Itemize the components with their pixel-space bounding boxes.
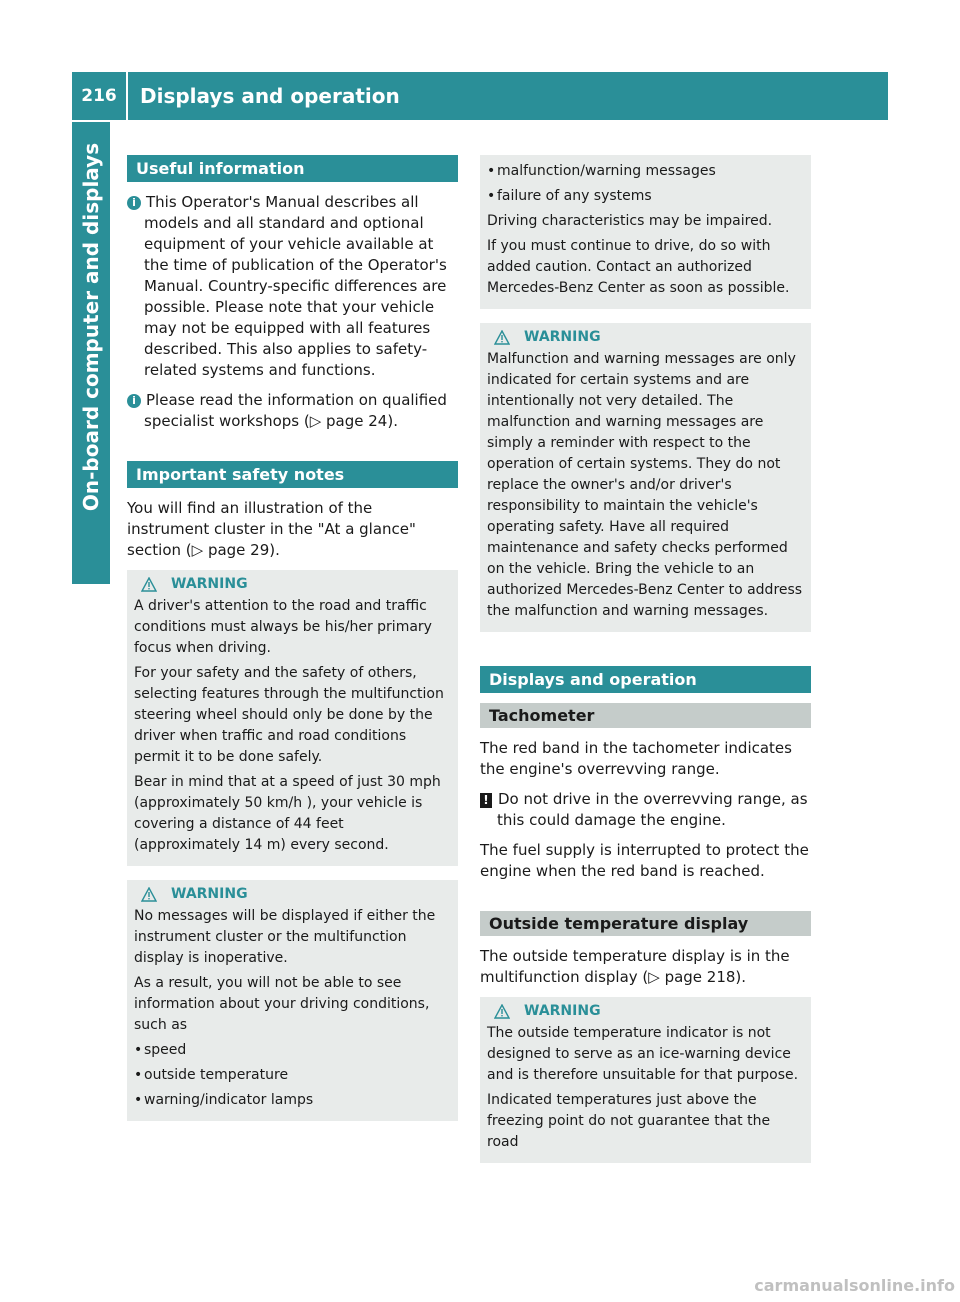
warning-box-3 [480, 323, 811, 632]
warning-4-p2: Indicated temperatures just above the freezing point do not guarantee that the road [487, 1092, 771, 1150]
warning-box-4 [480, 997, 811, 1163]
outside-temp-heading: Outside temperature display [480, 911, 811, 936]
cont-p2: If you must continue to drive, do so with added caution. Contact an authorized Mercedes-Benz Center as soon as possible. [487, 238, 790, 296]
side-tab-text-wrap [72, 122, 110, 532]
useful-info-heading: Useful information [127, 155, 458, 182]
info-icon: i [127, 196, 141, 210]
warning-2-p2: As a result, you will not be able to see information about your driving conditions, such as [134, 975, 430, 1033]
temp-p1: The outside temperature display is in the multifunction display (▷ page 218). [480, 947, 790, 986]
watermark: carmanualsonline.info [754, 1276, 955, 1295]
list-item: • speed [134, 1042, 187, 1058]
right-column [480, 155, 811, 1177]
warning-title: WARNING [524, 1003, 601, 1019]
page-number: 216 [72, 72, 126, 120]
warning-title: WARNING [171, 886, 248, 902]
list-item: • malfunction/warning messages [487, 163, 716, 179]
warning-1-p3: Bear in mind that at a speed of just 30 mph (approximately 50 km/h ), your vehicle is covering a distance of 44 feet (approximately 14 m) every second. [134, 774, 441, 853]
tachometer-heading: Tachometer [480, 703, 811, 728]
warning-triangle-icon [141, 577, 157, 592]
warning-heading [134, 576, 451, 592]
info-icon: i [127, 394, 141, 408]
warning-2-p1: No messages will be displayed if either the instrument cluster or the multifunction display is inoperative. [134, 908, 436, 966]
warning-heading [487, 1003, 804, 1019]
warning-continuation-box [480, 155, 811, 309]
tacho-note-text: Do not drive in the overrevving range, as this could damage the engine. [497, 790, 808, 829]
info-note-2-text: Please read the information on qualified specialist workshops (▷ page 24). [144, 391, 447, 430]
warning-box-2 [127, 880, 458, 1121]
warning-title: WARNING [171, 576, 248, 592]
side-tab-label: On-board computer and displays [79, 142, 104, 512]
safety-text: You will find an illustration of the instrument cluster in the "At a glance" section (▷ page 29). [127, 499, 416, 559]
tacho-p1: The red band in the tachometer indicates the engine's overrevving range. [480, 739, 792, 778]
warning-triangle-icon [494, 1004, 510, 1019]
chapter-title: Displays and operation [128, 72, 888, 120]
info-note-1-text: This Operator's Manual describes all models and all standard and optional equipment of your vehicle available at the time of publication of the Operator's Manual. Country-specific differences are possible. Please note that your vehicle may not be equipped with all features described. This also applies to safety-related systems and functions. [144, 193, 447, 379]
warning-box-1 [127, 570, 458, 866]
warning-heading [134, 886, 451, 902]
list-item: • warning/indicator lamps [134, 1092, 314, 1108]
left-column [127, 155, 458, 1135]
safety-notes-heading: Important safety notes [127, 461, 458, 488]
tacho-note [480, 789, 811, 831]
info-note-2 [127, 390, 458, 432]
displays-heading: Displays and operation [480, 666, 811, 693]
info-note-1 [127, 192, 458, 381]
warning-1-p2: For your safety and the safety of others, selecting features through the multifunction steering wheel should only be done by the driver when traffic and road conditions permit it to be done safely. [134, 665, 444, 765]
list-item: • failure of any systems [487, 188, 652, 204]
list-item: • outside temperature [134, 1067, 289, 1083]
warning-1-p1: A driver's attention to the road and traffic conditions must always be his/her primary focus when driving. [134, 598, 432, 656]
warning-heading [487, 329, 804, 345]
exclamation-icon: ! [480, 793, 492, 808]
tacho-p2: The fuel supply is interrupted to protect the engine when the red band is reached. [480, 841, 809, 880]
warning-title: WARNING [524, 329, 601, 345]
cont-p1: Driving characteristics may be impaired. [487, 213, 773, 229]
warning-triangle-icon [141, 887, 157, 902]
warning-3-p1: Malfunction and warning messages are only indicated for certain systems and are intentionally not very detailed. The malfunction and warning messages are simply a reminder with respect to the operation of certain systems. They do not replace the owner's and/or driver's responsibility to maintain the vehicle's operating safety. Have all required maintenance and safety checks performed on the vehicle. Bring the vehicle to an authorized Mercedes-Benz Center to address the malfunction and warning messages. [487, 351, 803, 619]
warning-4-p1: The outside temperature indicator is not designed to serve as an ice-warning device and is therefore unsuitable for that purpose. [487, 1025, 799, 1083]
warning-triangle-icon [494, 330, 510, 345]
